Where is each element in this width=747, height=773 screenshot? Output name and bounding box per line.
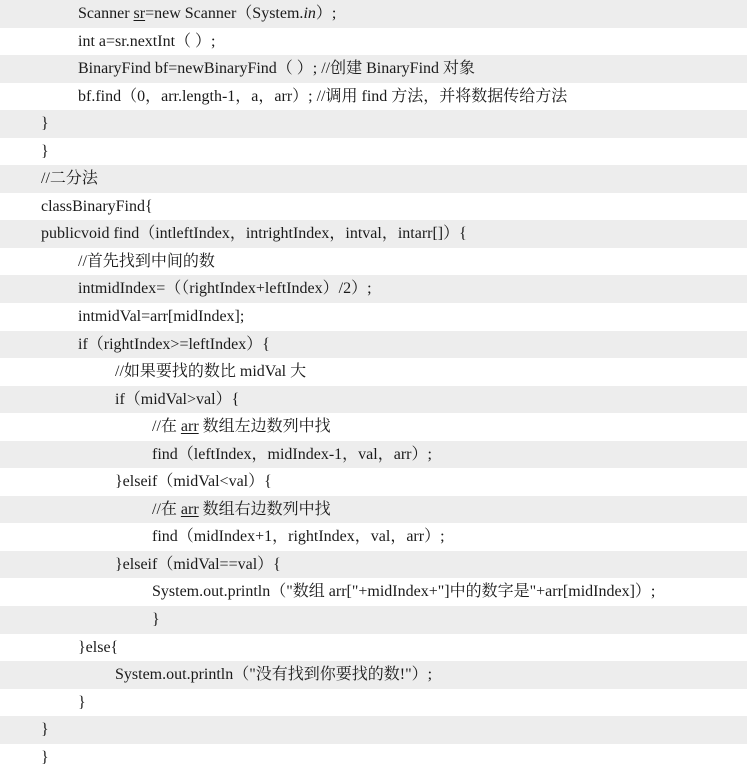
code-text: 数组左边数列中找 [198,418,331,436]
code-line-26: } [0,689,747,717]
code-line-14: //如果要找的数比 midVal 大 [0,358,747,386]
code-line-9: publicvoid find（intleftIndex，intrightIndex，intval，intarr[]）{ [0,220,747,248]
code-line-12: intmidVal=arr[midIndex]; [0,303,747,331]
code-underlined-identifier: arr [180,500,199,518]
code-line-23: } [0,606,747,634]
code-line-24: }else{ [0,634,747,662]
code-line-7: //二分法 [0,165,747,193]
code-line-16 [0,413,747,441]
code-italic-identifier: in [303,5,316,22]
code-line-1 [0,0,747,28]
code-line-15: if（midVal>val）{ [0,386,747,414]
code-line-4: bf.find（0，arr.length-1，a，arr）; //调用 find 方法，并将数据传给方法 [0,83,747,111]
code-line-22: System.out.println（"数组 arr["+midIndex+"]中的数字是"+arr[midIndex]）; [0,578,747,606]
code-line-28: } [0,744,747,772]
code-text: =new Scanner（System. [145,5,304,22]
code-line-18: }elseif（midVal<val）{ [0,468,747,496]
code-line-3: BinaryFind bf=newBinaryFind（ ）; //创建 BinaryFind 对象 [0,55,747,83]
code-line-19 [0,496,747,524]
code-underlined-identifier: sr [133,5,146,22]
code-underlined-identifier: arr [180,418,199,436]
code-line-10: //首先找到中间的数 [0,248,747,276]
code-text: Scanner [78,5,134,22]
code-line-20: find（midIndex+1，rightIndex，val，arr）; [0,523,747,551]
code-text: //在 [152,418,181,436]
code-line-13: if（rightIndex>=leftIndex）{ [0,331,747,359]
code-line-17: find（leftIndex，midIndex-1，val，arr）; [0,441,747,469]
code-line-5: } [0,110,747,138]
code-line-25: System.out.println（"没有找到你要找的数!"）; [0,661,747,689]
code-line-2: int a=sr.nextInt（ ）; [0,28,747,56]
code-text: 数组右边数列中找 [198,500,331,518]
code-line-8: classBinaryFind{ [0,193,747,221]
code-text: //在 [152,500,181,518]
code-text: ）; [315,5,337,22]
code-line-11: intmidIndex=（（rightIndex+leftIndex）/2）; [0,275,747,303]
code-line-6: } [0,138,747,166]
code-line-27: } [0,716,747,744]
code-line-21: }elseif（midVal==val）{ [0,551,747,579]
